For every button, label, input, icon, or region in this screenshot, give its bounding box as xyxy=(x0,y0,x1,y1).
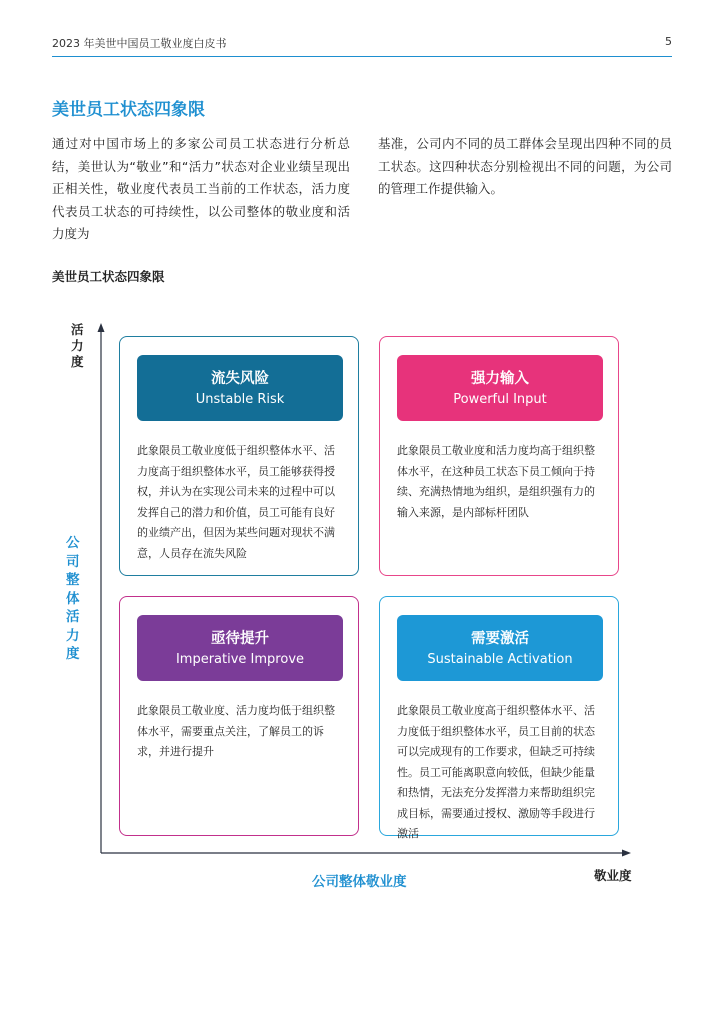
y-axis-arrow xyxy=(98,323,105,332)
quadrant-title-cn: 流失风险 xyxy=(211,371,269,387)
quadrant-title-en: Powerful Input xyxy=(453,392,547,407)
quadrant-description: 此象限员工敬业度和活力度均高于组织整体水平，在这种员工状态下员工倾向于持续、充满热情地为组织，是组织强有力的输入来源，是内部标杆团队 xyxy=(397,444,595,519)
quadrant-badge xyxy=(137,355,343,421)
x-axis-end-label: 敬业度 xyxy=(594,868,632,883)
y-axis-mid-label: 公司整体活力度 xyxy=(66,535,80,662)
quadrant-unstable-risk xyxy=(119,336,359,576)
intro-paragraph-right: 基准，公司内不同的员工群体会呈现出四种不同的员工状态。这四种状态分别检视出不同的问题，为公司的管理工作提供输入。 xyxy=(378,136,672,196)
chart-title: 美世员工状态四象限 xyxy=(52,269,165,284)
quadrant-description: 此象限员工敬业度、活力度均低于组织整体水平，需要重点关注，了解员工的诉求，并进行提升 xyxy=(137,704,335,758)
x-axis-mid-label: 公司整体敬业度 xyxy=(312,874,407,890)
quadrant-imperative-improve xyxy=(119,596,359,836)
page-number: 5 xyxy=(665,35,672,48)
section-title: 美世员工状态四象限 xyxy=(52,100,205,120)
quadrant-title-cn: 强力输入 xyxy=(471,371,529,387)
quadrant-badge xyxy=(397,615,603,681)
quadrant-description: 此象限员工敬业度高于组织整体水平、活力度低于组织整体水平，员工目前的状态可以完成现有的工作要求，但缺乏可持续性。员工可能离职意向较低，但缺少能量和热情，无法充分发挥潜力来帮助组织完成目标，需要通过授权、激励等手段进行激活 xyxy=(397,704,595,840)
document-title: 2023 年美世中国员工敬业度白皮书 xyxy=(52,37,227,50)
quadrant-description: 此象限员工敬业度低于组织整体水平、活力度高于组织整体水平，员工能够获得授权，并认为在实现公司未来的过程中可以发挥自己的潜力和价值，员工可能有良好的业绩产出，但因为某些问题对现状不满意，人员存在流失风险 xyxy=(137,444,335,560)
y-axis-end-label: 活力度 xyxy=(71,322,84,369)
quadrant-sustainable-activation xyxy=(379,596,619,840)
quadrant-title-en: Unstable Risk xyxy=(195,392,285,407)
header-divider xyxy=(52,56,672,57)
intro-paragraph-left: 通过对中国市场上的多家公司员工状态进行分析总结，美世认为“敬业”和“活力”状态对企业业绩呈现出正相关性，敬业度代表员工当前的工作状态，活力度代表员工状态的可持续性，以公司整体的敬业度和活力度为 xyxy=(52,136,350,241)
quadrant-badge xyxy=(397,355,603,421)
quadrant-badge xyxy=(137,615,343,681)
quadrant-title-en: Sustainable Activation xyxy=(427,652,573,667)
page-header xyxy=(52,35,672,55)
quadrant-title-cn: 亟待提升 xyxy=(211,631,269,647)
quadrant-title-en: Imperative Improve xyxy=(175,652,305,667)
x-axis-arrow xyxy=(622,850,631,857)
quadrant-title-cn: 需要激活 xyxy=(471,631,529,647)
quadrant-powerful-input xyxy=(379,336,619,576)
